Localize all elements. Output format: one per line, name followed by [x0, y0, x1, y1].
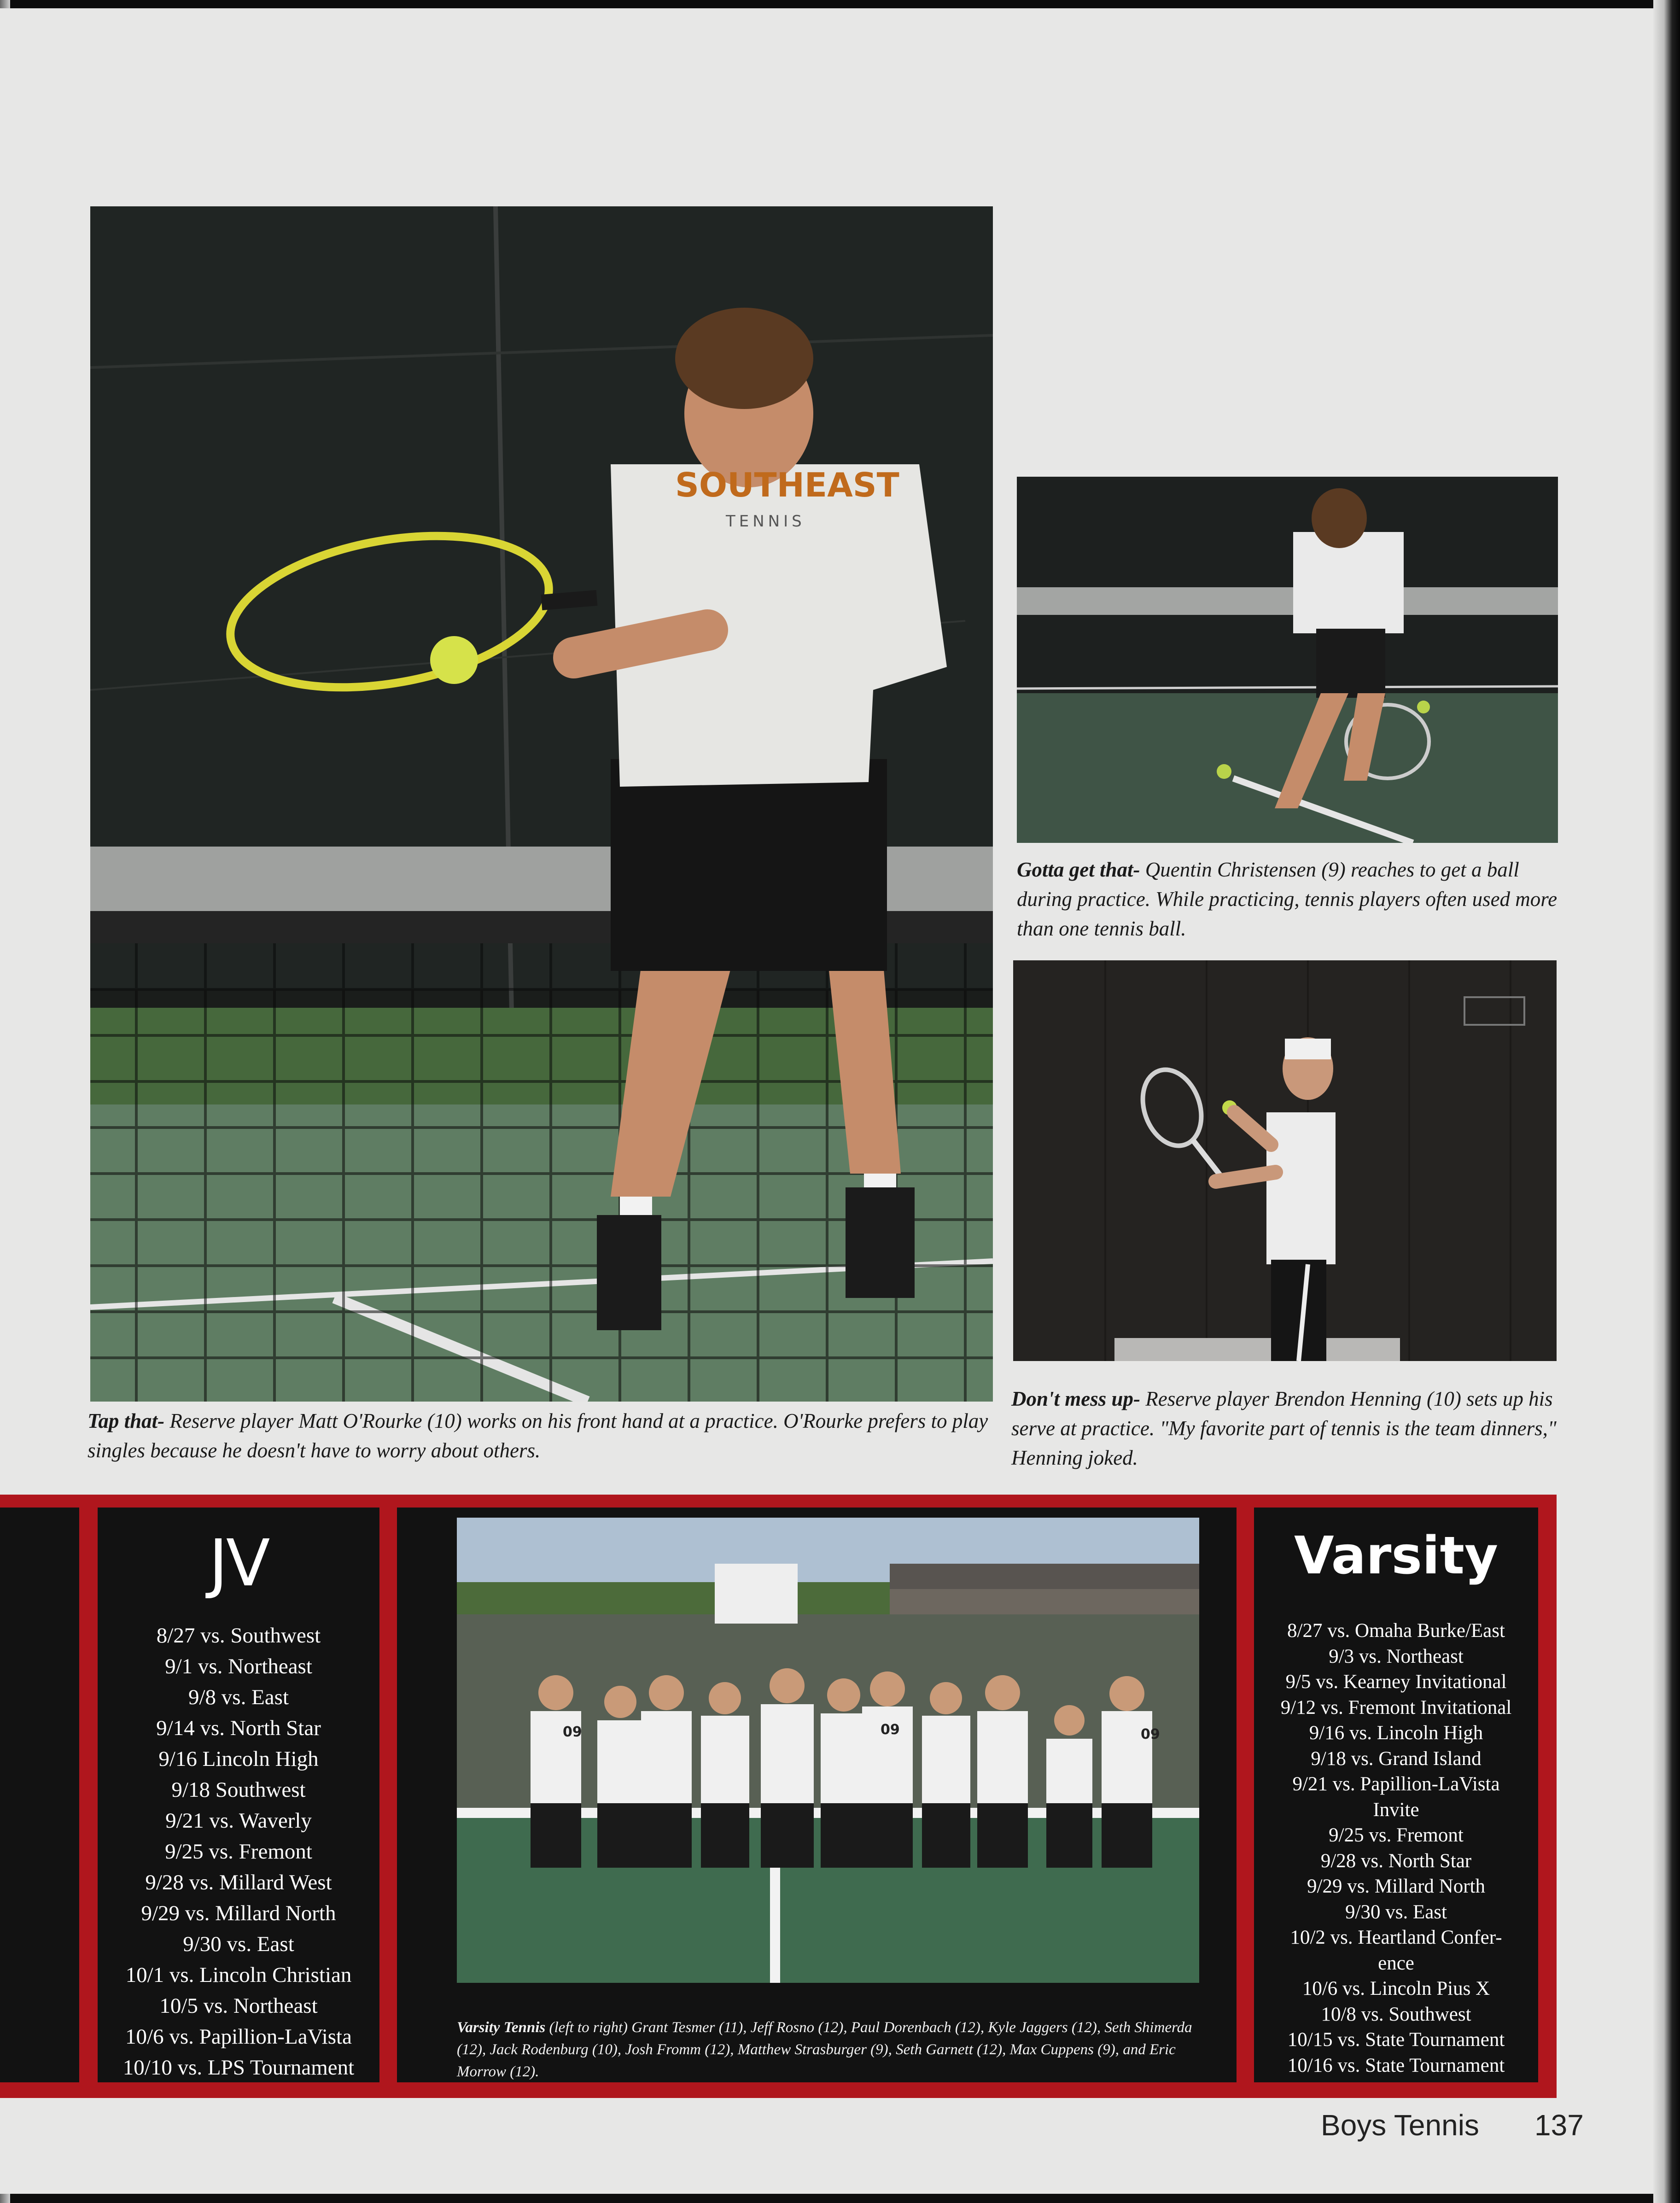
schedule-entry: 9/14 vs. North Star — [156, 1716, 321, 1740]
varsity-team-photo — [457, 1518, 1199, 1983]
schedule-entry: 9/18 vs. Grand Island — [1311, 1747, 1482, 1770]
schedule-entry: 8/27 vs. Southwest — [156, 1624, 321, 1648]
schedule-band — [0, 1495, 1557, 2098]
shirt-logo-subtext: TENNIS — [726, 512, 805, 531]
footer-page-number: 137 — [1534, 2109, 1584, 2142]
jersey-number: 09 — [881, 1722, 900, 1738]
schedule-entry: 9/25 vs. Fremont — [165, 1840, 312, 1864]
schedule-entry: 10/15 vs. State Tournament — [1287, 2029, 1505, 2051]
varsity-title: Varsity — [1294, 1526, 1498, 1586]
schedule-entry: 9/8 vs. East — [188, 1685, 289, 1709]
jersey-number: 09 — [1141, 1726, 1160, 1742]
schedule-entry: 9/28 vs. North Star — [1320, 1850, 1472, 1872]
caption-body: Quentin Christensen (9) reaches to get a ball during practice. While practicing, tennis players often used more than one tennis ball. — [1017, 858, 1558, 940]
schedule-entry: 10/5 vs. Northeast — [159, 1994, 318, 2018]
caption-body: Grant Tesmer (11), Jeff Rosno (12), Paul Dorenbach (12), Kyle Jaggers (12), Seth Shimerda (12), Jack Rodenburg (10), Josh Fromm (12), Matthew Strasburger (9), Seth Garnett (12), Max Cuppens (9), and Eric Morrow (12). — [457, 2019, 1192, 2080]
schedule-entry: 9/29 vs. Millard North — [141, 1901, 336, 1925]
schedule-entry: 10/1 vs. Lincoln Christian — [125, 1963, 352, 1987]
shirt-logo-text: SOUTHEAST — [675, 466, 899, 504]
schedule-entry: 9/3 vs. Northeast — [1329, 1645, 1464, 1667]
top-right-caption — [1017, 855, 1560, 943]
schedule-entry: 10/6 vs. Papillion-LaVista — [125, 2025, 352, 2049]
schedule-entry: 10/2 vs. Heartland Confer- — [1290, 1927, 1502, 1948]
varsity-schedule-panel — [1254, 1508, 1538, 2082]
schedule-entry: 9/16 vs. Lincoln High — [1309, 1722, 1483, 1744]
schedule-entry: 8/27 vs. Omaha Burke/East — [1287, 1620, 1505, 1642]
schedule-entry: 9/29 vs. Millard North — [1307, 1876, 1485, 1897]
jv-schedule-list — [98, 1620, 379, 2083]
schedule-entry: 10/10 vs. LPS Tournament — [122, 2056, 355, 2080]
schedule-entry: 9/1 vs. Northeast — [165, 1654, 312, 1678]
footer-section-name: Boys Tennis — [1321, 2109, 1479, 2142]
jv-schedule-panel — [98, 1508, 379, 2082]
caption-lead: Don't mess up- — [1011, 1387, 1141, 1410]
schedule-entry: ence — [1378, 1952, 1414, 1974]
schedule-entry: Invite — [1373, 1799, 1419, 1821]
schedule-entry: 9/21 vs. Papillion-LaVista — [1292, 1773, 1500, 1795]
schedule-entry: 9/12 vs. Fremont Invitational — [1280, 1696, 1512, 1718]
caption-paren: (left to right) — [545, 2019, 628, 2036]
schedule-entry: 9/30 vs. East — [183, 1932, 294, 1956]
main-photo — [90, 206, 993, 1402]
left-black-strip — [0, 1508, 79, 2082]
schedule-entry: 9/25 vs. Fremont — [1329, 1824, 1464, 1846]
schedule-entry: 9/28 vs. Millard West — [145, 1870, 332, 1894]
varsity-schedule-list — [1254, 1618, 1538, 2078]
caption-body: Reserve player Matt O'Rourke (10) works on his front hand at a practice. O'Rourke prefers to play singles because he doesn't have to worry about others. — [88, 1409, 988, 1462]
schedule-entry: 10/16 vs. State Tournament — [1287, 2054, 1505, 2076]
schedule-entry: 10/6 vs. Lincoln Pius X — [1302, 1978, 1490, 1999]
jersey-number: 09 — [563, 1724, 582, 1740]
mid-right-caption — [1011, 1384, 1559, 1473]
schedule-entry: 9/21 vs. Waverly — [165, 1809, 312, 1833]
mid-right-photo — [1013, 960, 1557, 1361]
team-photo-panel — [397, 1508, 1237, 2082]
schedule-entry: 9/16 Lincoln High — [158, 1747, 319, 1771]
page-spine — [1653, 0, 1680, 2203]
main-photo-caption — [88, 1406, 1004, 1465]
jv-title: JV — [209, 1526, 268, 1601]
team-photo-caption — [457, 2016, 1199, 2083]
caption-body: Reserve player Brendon Henning (10) sets up his serve at practice. "My favorite part of tennis is the team dinners," Henning joked. — [1011, 1387, 1557, 1469]
schedule-entry: 9/18 Southwest — [171, 1778, 306, 1802]
caption-lead: Tap that- — [88, 1409, 165, 1432]
caption-lead: Gotta get that- — [1017, 858, 1140, 881]
schedule-entry: 9/5 vs. Kearney Invitational — [1285, 1671, 1507, 1693]
schedule-entry: 10/8 vs. Southwest — [1321, 2003, 1471, 2025]
schedule-entry: 9/30 vs. East — [1345, 1901, 1447, 1923]
caption-lead: Varsity Tennis — [457, 2019, 546, 2036]
top-right-photo — [1017, 477, 1558, 843]
